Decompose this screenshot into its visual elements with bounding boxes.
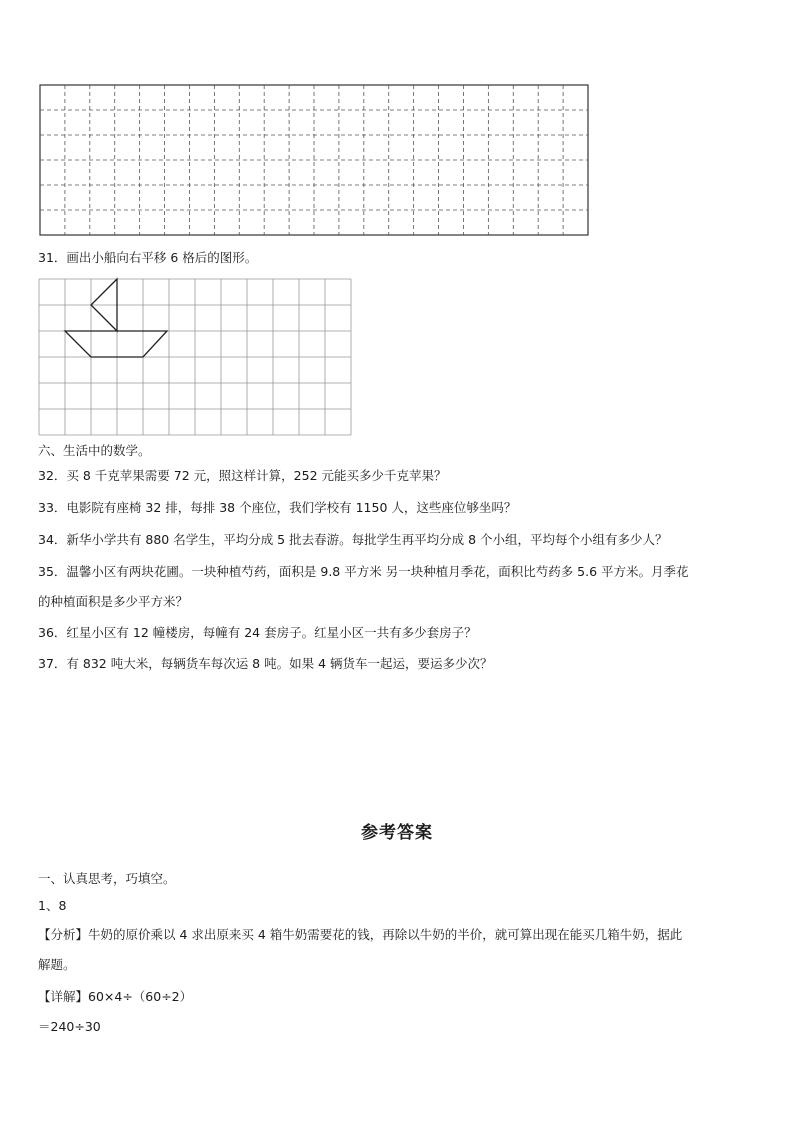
answers-section-1: 一、认真思考，巧填空。 (38, 871, 176, 886)
answers-title: 参考答案 (361, 823, 433, 843)
question-37: 37．有 832 吨大米，每辆货车每次运 8 吨。如果 4 辆货车一起运，要运多少次？ (38, 656, 493, 671)
analysis-line-1: 【分析】牛奶的原价乘以 4 求出原来买 4 箱牛奶需要花的钱，再除以牛奶的半价，就可算出现在能买几箱牛奶，据此 (38, 927, 683, 942)
answer-item-1: 1、8 (38, 898, 67, 913)
boat-hull (65, 331, 167, 357)
question-34: 34．新华小学共有 880 名学生，平均分成 5 批去春游。每批学生再平均分成 8 个小组，平均每个小组有多少人？ (38, 532, 668, 547)
question-36: 36．红星小区有 12 幢楼房，每幢有 24 套房子。红星小区一共有多少套房子？ (38, 625, 477, 640)
calc-step: ＝240÷30 (38, 1019, 101, 1034)
question-33: 33．电影院有座椅 32 排，每排 38 个座位，我们学校有 1150 人，这些座位够坐吗？ (38, 500, 517, 515)
boat-grid (0, 0, 794, 440)
question-35: 35．温馨小区有两块花圃。一块种植芍药，面积是 9.8 平方米 另一块种植月季花，面积比芍药多 5.6 平方米。月季花 (38, 564, 689, 579)
detail-line: 【详解】60×4÷（60÷2） (38, 989, 193, 1004)
question-31: 31．画出小船向右平移 6 格后的图形。 (38, 250, 258, 265)
section-6-title: 六、生活中的数学。 (38, 443, 151, 458)
question-32: 32．买 8 千克苹果需要 72 元，照这样计算，252 元能买多少千克苹果？ (38, 468, 447, 483)
analysis-line-2: 解题。 (38, 957, 76, 972)
question-35-cont: 的种植面积是多少平方米？ (38, 594, 189, 609)
